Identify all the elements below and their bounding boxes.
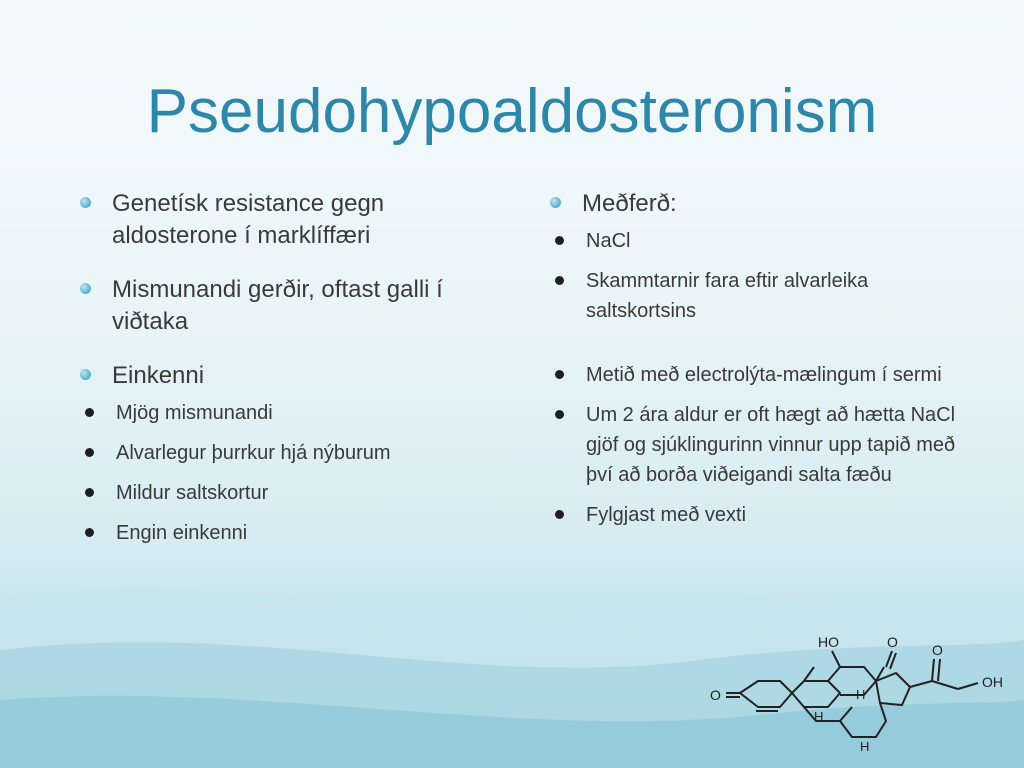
sub-bullet-icon [555,236,564,245]
sub-bullet-icon [85,528,94,537]
sub-bullet-text: Engin einkenni [116,522,248,544]
sub-bullet-list [112,398,458,548]
sub-bullet-text: Fylgjast með vexti [586,504,747,526]
bullet-text: Einkenni [112,362,205,389]
molecule-label-o-ketone: O [887,634,898,650]
sub-bullet-text: Mildur saltskortur [116,482,269,504]
left-bullet-list [78,188,458,570]
bullet-text: Mismunandi gerðir, oftast galli í viðtaka [112,276,443,335]
sub-bullet-icon [555,276,564,285]
sub-bullet-text: Metið með electrolýta-mælingum í sermi [586,364,942,386]
sub-bullet-icon [85,448,94,457]
right-bullet-list [548,188,968,552]
slide-title: Pseudohypoaldosteronism [146,77,878,146]
sub-bullet-item [78,518,458,548]
sub-bullet-list [582,226,968,530]
sub-bullet-item [78,438,458,468]
spacer [582,336,968,360]
bullet-item [78,274,458,338]
sub-bullet-item [548,226,968,256]
molecule-label-h3: H [860,739,870,754]
bullet-icon [80,283,91,294]
sub-bullet-icon [85,408,94,417]
sub-bullet-item [78,478,458,508]
bullet-item [548,188,968,530]
cortisol-structure-diagram [700,625,1020,765]
bullet-item [78,188,458,252]
sub-bullet-icon [555,510,564,519]
bullet-item [78,360,458,548]
sub-bullet-icon [85,488,94,497]
sub-bullet-text: NaCl [586,230,631,252]
molecule-label-o-side: O [932,642,943,658]
molecule-label-o-left: O [710,687,721,703]
molecule-label-h1: H [856,687,866,702]
sub-bullet-item [548,360,968,390]
sub-bullet-text: Skammtarnir fara eftir alvarleika saltskortsins [586,270,869,322]
sub-bullet-icon [555,410,564,419]
bullet-icon [80,369,91,380]
molecule-label-h2: H [814,709,824,724]
sub-bullet-item [548,500,968,530]
molecule-label-oh: OH [982,674,1003,690]
molecule-label-ho: HO [818,634,839,650]
bullet-icon [550,197,561,208]
sub-bullet-text: Um 2 ára aldur er oft hægt að hætta NaCl gjöf og sjúklingurinn vinnur upp tapið með því að borða viðeigandi salta fæðu [586,404,956,486]
bullet-icon [80,197,91,208]
sub-bullet-item [548,400,968,490]
sub-bullet-text: Mjög mismunandi [116,402,273,424]
sub-bullet-text: Alvarlegur þurrkur hjá nýburum [116,442,391,464]
sub-bullet-icon [555,370,564,379]
sub-bullet-item [78,398,458,428]
bullet-text: Meðferð: [582,190,677,217]
sub-bullet-item [548,266,968,326]
bullet-text: Genetísk resistance gegn aldosterone í marklíffæri [112,190,385,249]
